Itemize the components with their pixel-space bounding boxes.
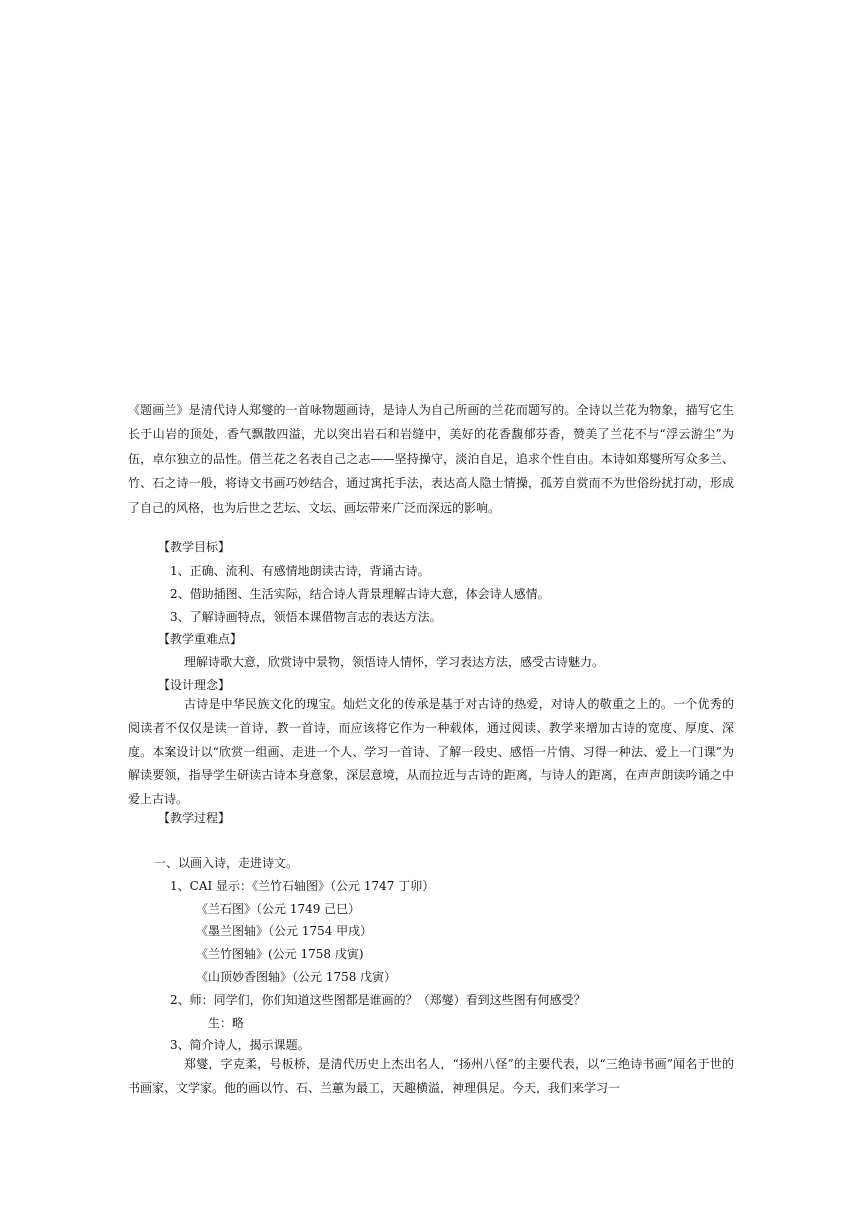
design-heading: 【设计理念】: [158, 678, 231, 692]
goal-item: 2、借助插图、生活实际，结合诗人背景理解古诗大意，体会诗人感情。: [170, 587, 550, 601]
painting-item: 《兰石图》（公元 1749 己巳）: [196, 902, 361, 916]
section-heading: 一、以画入诗，走进诗文。: [154, 856, 299, 870]
student-response: 生：略: [208, 1016, 245, 1030]
painting-item: 《墨兰图轴》（公元 1754 甲戌）: [196, 924, 373, 938]
step-item: 2、师：同学们，你们知道这些图都是谁画的？（郑燮）看到这些图有何感受？: [170, 993, 586, 1007]
painting-item: 《兰竹图轴》(公元 1758 戊寅): [196, 947, 364, 961]
keypoints-heading: 【教学重难点】: [158, 632, 243, 646]
goals-heading: 【教学目标】: [158, 540, 231, 554]
design-paragraph: 古诗是中华民族文化的瑰宝。灿烂文化的传承是基于对古诗的热爱，对诗人的敬重之上的。一个优秀的阅读者不仅仅是读一首诗，教一首诗，而应该将它作为一种载体，通过阅读、教学来增加古诗的宽度、厚度、深度。本案设计以“欣赏一组画、走进一个人、学习一首诗、了解一段史、感悟一片情、习得一种法、爱上一门课”为解读要领，指导学生研读古诗本身意象，深层意境，从而拉近与古诗的距离，与诗人的距离，在声声朗读吟诵之中爱上古诗。: [128, 697, 734, 807]
keypoints-text: 理解诗歌大意，欣赏诗中景物，领悟诗人情怀，学习表达方法，感受古诗魅力。: [184, 655, 605, 669]
goal-item: 3、了解诗画特点，领悟本课借物言志的表达方法。: [170, 610, 442, 624]
step-item: 1、CAI 显示：《兰竹石轴图》（公元 1747 丁卯）: [170, 879, 435, 893]
process-heading: 【教学过程】: [158, 811, 231, 825]
goal-item: 1、正确、流利、有感情地朗读古诗，背诵古诗。: [170, 564, 430, 578]
step-item: 3、简介诗人，揭示课题。: [170, 1038, 310, 1052]
intro-paragraph: 《题画兰》是清代诗人郑燮的一首咏物题画诗，是诗人为自己所画的兰花而题写的。全诗以兰花为物象，描写它生长于山岩的顶处，香气飘散四溢，尤以突出岩石和岩缝中，美好的花香馥郁芬香，赞美了兰花不与“浮云游尘”为伍，卓尔独立的品性。借兰花之名表自己之志——坚持操守，淡泊自足，追求个性自由。本诗如郑燮所写众多兰、竹、石之诗一般，将诗文书画巧妙结合，通过寓托手法，表达高人隐士情操，孤芳自赏而不为世俗纷扰打动，形成了自己的风格，也为后世之艺坛、文坛、画坛带来广泛而深远的影响。: [128, 403, 734, 515]
painting-item: 《山顶妙香图轴》（公元 1758 戊寅）: [196, 970, 397, 984]
bio-paragraph: 郑燮，字克柔，号板桥，是清代历史上杰出名人，“扬州八怪”的主要代表，以“三绝诗书画”闻名于世的书画家、文学家。他的画以竹、石、兰蕙为最工，天趣横溢，神理俱足。今天，我们来学习一: [128, 1057, 734, 1095]
